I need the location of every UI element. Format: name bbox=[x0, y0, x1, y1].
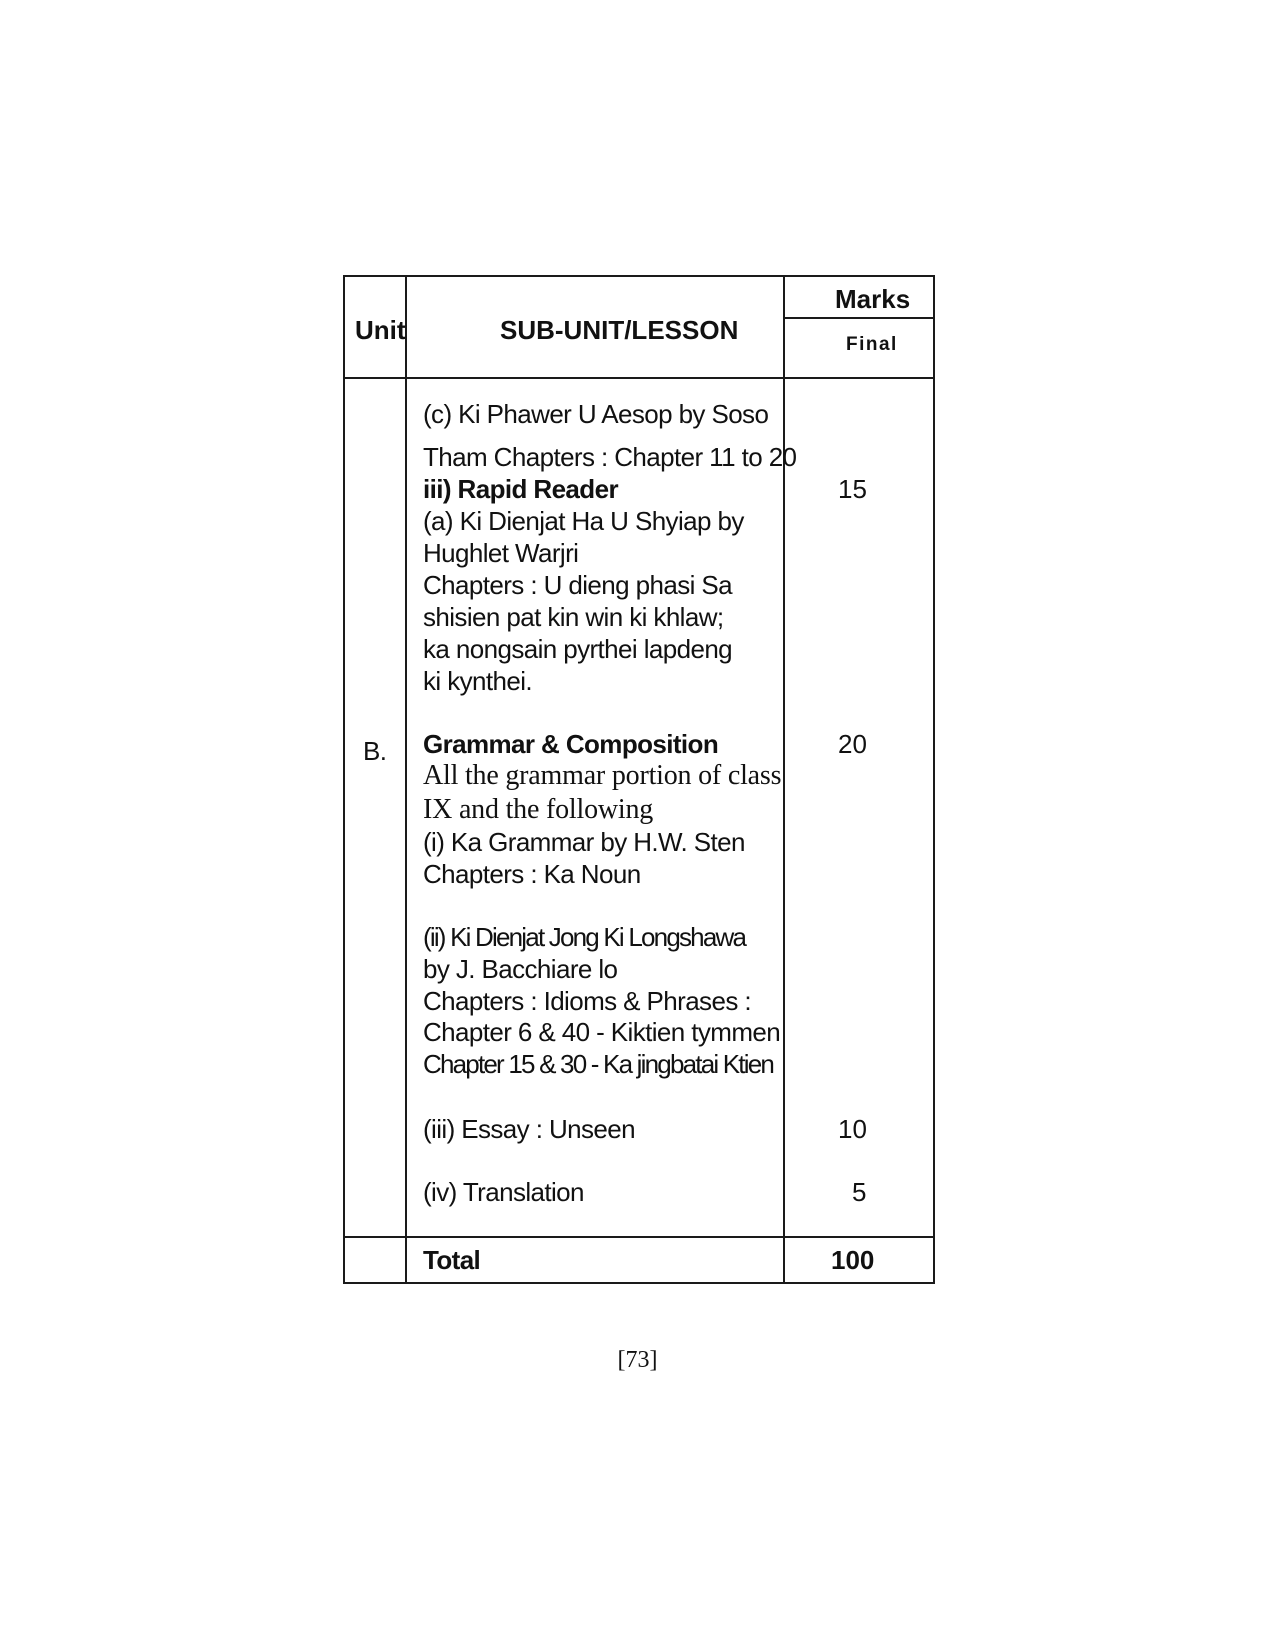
lesson-line: (iii) Essay : Unseen bbox=[423, 1114, 635, 1144]
lesson-line: IX and the following bbox=[423, 794, 654, 825]
lesson-line: Chapters : Ka Noun bbox=[423, 859, 641, 889]
lesson-line: All the grammar portion of class bbox=[423, 760, 782, 791]
header-unit: Unit bbox=[355, 315, 406, 345]
unit-label: B. bbox=[363, 736, 387, 766]
header-bottom-border bbox=[345, 377, 933, 379]
total-marks: 100 bbox=[831, 1245, 875, 1275]
header-sub-unit-lesson: SUB-UNIT/LESSON bbox=[500, 315, 739, 345]
lesson-line: Tham Chapters : Chapter 11 to 20 bbox=[423, 442, 797, 472]
marks-subheader-divider bbox=[783, 317, 933, 319]
mark-value: 15 bbox=[838, 474, 867, 504]
unit-column-divider bbox=[405, 277, 407, 1282]
mark-value: 5 bbox=[852, 1177, 867, 1207]
lesson-heading: iii) Rapid Reader bbox=[423, 474, 618, 504]
page-number: [73] bbox=[617, 1347, 658, 1373]
lesson-line: Chapter 6 & 40 - Kiktien tymmen bbox=[423, 1017, 781, 1047]
lesson-line: Hughlet Warjri bbox=[423, 538, 579, 568]
marks-column-divider bbox=[783, 277, 785, 1282]
lesson-line: Chapters : Idioms & Phrases : bbox=[423, 986, 751, 1016]
header-final: Final bbox=[846, 334, 898, 355]
lesson-line: (c) Ki Phawer U Aesop by Soso bbox=[423, 399, 769, 429]
lesson-line: (iv) Translation bbox=[423, 1177, 584, 1207]
mark-value: 20 bbox=[838, 729, 867, 759]
lesson-line: (i) Ka Grammar by H.W. Sten bbox=[423, 827, 745, 857]
lesson-line: (ii) Ki Dienjat Jong Ki Longshawa bbox=[423, 922, 746, 952]
lesson-line: (a) Ki Dienjat Ha U Shyiap by bbox=[423, 506, 744, 536]
lesson-line: shisien pat kin win ki khlaw; bbox=[423, 602, 724, 632]
lesson-line: by J. Bacchiare lo bbox=[423, 954, 618, 984]
total-label: Total bbox=[423, 1245, 481, 1275]
syllabus-table bbox=[343, 275, 935, 1284]
lesson-line: Chapter 15 & 30 - Ka jingbatai Ktien bbox=[423, 1049, 774, 1079]
lesson-line: ka nongsain pyrthei lapdeng bbox=[423, 634, 733, 664]
mark-value: 10 bbox=[838, 1114, 867, 1144]
lesson-line: ki kynthei. bbox=[423, 666, 533, 696]
lesson-line: Chapters : U dieng phasi Sa bbox=[423, 570, 732, 600]
header-marks: Marks bbox=[835, 284, 911, 314]
total-row-divider bbox=[345, 1236, 933, 1238]
lesson-heading: Grammar & Composition bbox=[423, 729, 719, 759]
